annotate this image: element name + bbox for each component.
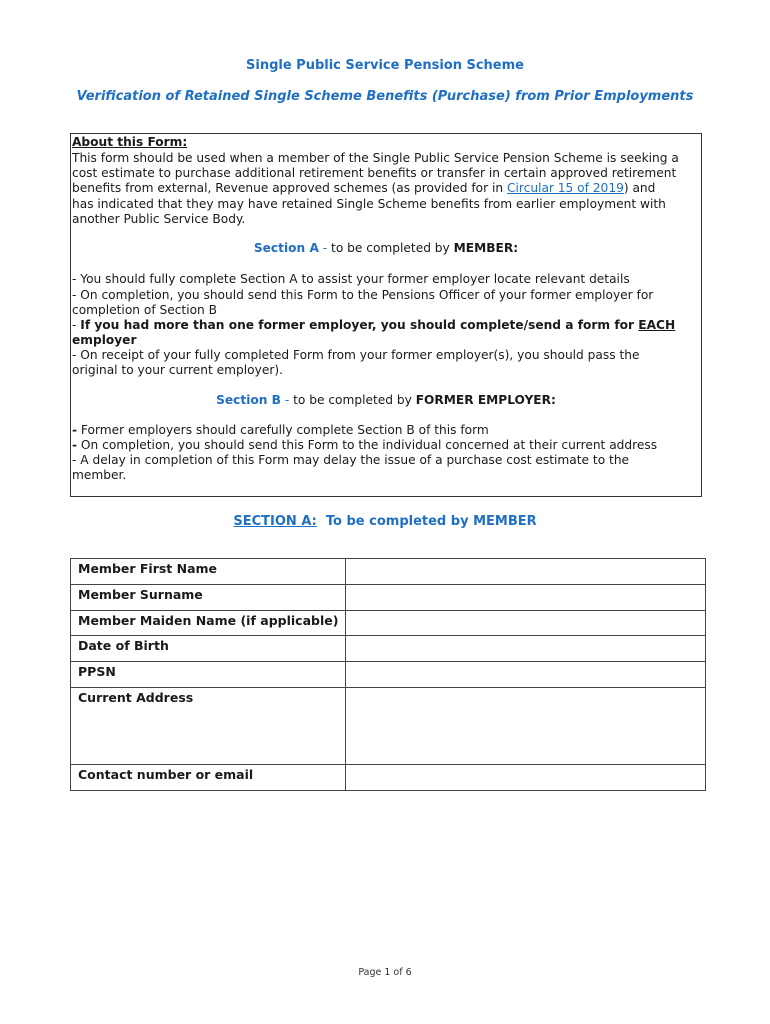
form-subtitle: Verification of Retained Single Scheme Benefits (Purchase) from Prior Employments	[76, 89, 694, 104]
section-b-label: Section B	[216, 393, 281, 407]
section-a-bullet-2-cont: completion of Section B	[72, 303, 218, 317]
page-number: Page 1 of 6	[358, 967, 412, 978]
section-a-text: to be completed by	[331, 241, 454, 255]
table-row	[71, 611, 706, 636]
section-b-bullet-2	[72, 438, 657, 453]
circular-link[interactable]: Circular 15 of 2019	[507, 181, 624, 195]
table-row	[71, 688, 706, 765]
section-b-text: to be completed by	[293, 393, 416, 407]
about-heading: About this Form:	[72, 135, 188, 149]
member-surname-field[interactable]	[346, 585, 706, 611]
current-address-field[interactable]	[346, 688, 706, 765]
about-line-5: another Public Service Body.	[72, 212, 246, 226]
section-b-bullet-1-text: Former employers should carefully complete Section B of this form	[77, 423, 489, 437]
member-first-name-field[interactable]	[346, 559, 706, 585]
section-a-heading	[0, 514, 770, 529]
section-b-bullet-3-cont: member.	[72, 468, 127, 482]
section-a-who: MEMBER:	[453, 241, 519, 255]
bullet-dash: -	[72, 423, 78, 437]
bullet-dash: -	[72, 438, 78, 452]
section-a-dash: -	[318, 241, 332, 255]
field-label: Member Surname	[71, 585, 346, 611]
table-row	[71, 765, 706, 791]
section-a-label: Section A	[253, 241, 319, 255]
about-line-3-end: ) and	[623, 181, 656, 195]
section-b-bullet-2-text: On completion, you should send this Form to the individual concerned at their current address	[77, 438, 658, 452]
contact-field[interactable]	[346, 765, 706, 791]
section-b-who: FORMER EMPLOYER:	[415, 393, 556, 407]
section-a-bullet-3-each: EACH	[638, 318, 676, 332]
bullet-dash: -	[72, 318, 81, 332]
about-line-1: This form should be used when a member of the Single Public Service Pension Scheme is seeking a	[72, 151, 679, 165]
section-b-dash: -	[280, 393, 294, 407]
ppsn-field[interactable]	[346, 662, 706, 688]
section-a-bullet-4-cont: original to your current employer).	[72, 363, 283, 377]
table-row	[71, 662, 706, 688]
about-line-3	[72, 181, 655, 196]
section-a-heading-text: To be completed by MEMBER	[325, 514, 537, 529]
about-line-2: cost estimate to purchase additional retirement benefits or transfer in certain approved retirement	[72, 166, 677, 180]
member-details-table	[70, 558, 706, 791]
date-of-birth-field[interactable]	[346, 636, 706, 662]
section-b-bullet-1	[72, 423, 489, 438]
table-row	[71, 559, 706, 585]
section-b-intro	[71, 393, 701, 408]
section-a-bullet-3-text: If you had more than one former employer, you should complete/send a form for	[80, 318, 639, 332]
table-row	[71, 636, 706, 662]
section-a-bullet-4: - On receipt of your fully completed Form from your former employer(s), you should pass the	[72, 348, 640, 362]
member-maiden-name-field[interactable]	[346, 611, 706, 636]
field-label: Contact number or email	[71, 765, 346, 791]
field-label: PPSN	[71, 662, 346, 688]
field-label: Member First Name	[71, 559, 346, 585]
field-label: Date of Birth	[71, 636, 346, 662]
table-row	[71, 585, 706, 611]
about-line-3-text: benefits from external, Revenue approved schemes (as provided for in	[72, 181, 507, 195]
about-form-box	[70, 133, 702, 497]
field-label: Current Address	[71, 688, 346, 765]
section-b-bullet-3: - A delay in completion of this Form may delay the issue of a purchase cost estimate to the	[72, 453, 630, 467]
section-a-bullet-3-cont: employer	[72, 333, 137, 347]
section-a-heading-label: SECTION A:	[233, 514, 317, 529]
about-line-4: has indicated that they may have retained Single Scheme benefits from earlier employment with	[72, 197, 666, 211]
section-a-bullet-3	[72, 318, 675, 333]
form-title: Single Public Service Pension Scheme	[246, 58, 524, 73]
section-a-bullet-1: - You should fully complete Section A to assist your former employer locate relevant details	[72, 272, 630, 286]
field-label: Member Maiden Name (if applicable)	[71, 611, 346, 636]
section-a-bullet-2: - On completion, you should send this Form to the Pensions Officer of your former employer for	[72, 288, 654, 302]
section-a-intro	[71, 241, 701, 256]
